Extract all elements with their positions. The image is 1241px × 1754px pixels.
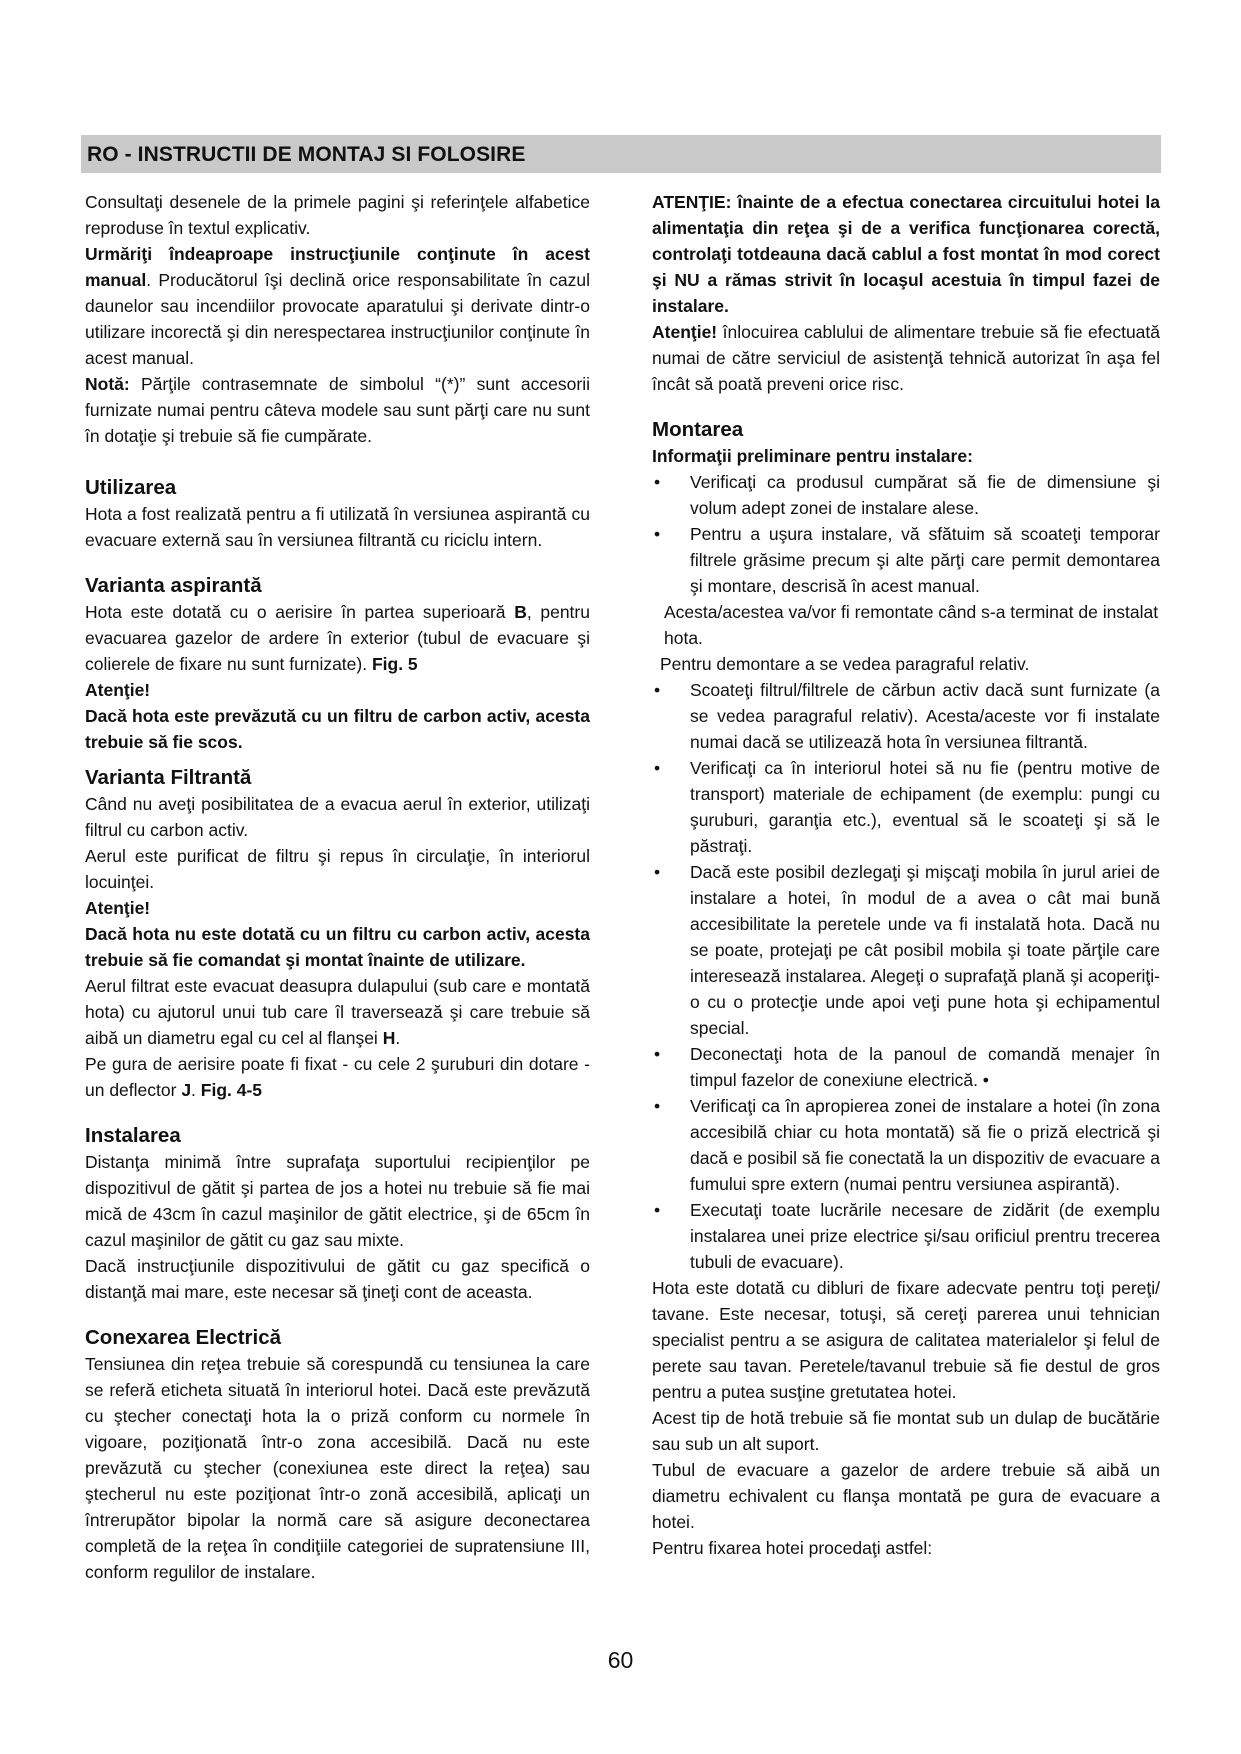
aspiranta-attention-label: Atenţie! bbox=[85, 680, 151, 700]
list-item: • Deconectaţi hota de la panoul de comandă menajer în timpul fazelor de conexiune electrică. • bbox=[652, 1041, 1160, 1093]
instalarea-text-2: Dacă instrucţiunile dispozitivului de gătit cu gaz specifică o distanţă mai mare, este necesar să ţineţi cont de aceasta. bbox=[85, 1256, 590, 1302]
list-item: • Dacă este posibil dezlegaţi şi mişcaţi mobila în jurul ariei de instalare a hotei, în modul de a avea o cât mai bună accesibilitate la peretele unde va fi instalată hota. Dacă nu se poate, protejaţi pe cât posibil mobila şi toate părţile care interesează instalarea. Alegeţi o suprafaţă plană şi acoperiţi-o cu o protecţie unde apoi veţi pune hota şi echipamentul special. bbox=[652, 859, 1160, 1041]
dismount-note: Pentru demontare a se vedea paragraful relativ. bbox=[660, 654, 1030, 674]
list-item: • Executaţi toate lucrările necesare de zidărit (de exemplu instalarea unei prize electrice şi/sau orificiul prentru trecerea tubuli de evacuare). bbox=[652, 1197, 1160, 1275]
cable-replacement-note: Atenţie! înlocuirea cablului de alimentare trebuie să fie efectuată numai de către serviciul de asistenţă tehnică autorizat în aşa fel încât să poată preveni orice risc. bbox=[652, 322, 1160, 394]
section-utilizarea-title: Utilizarea bbox=[85, 476, 177, 499]
filtranta-warning: Dacă hota nu este dotată cu un filtru cu carbon activ, acesta trebuie să fie comandat şi montat înainte de utilizare. bbox=[85, 924, 590, 970]
list-item: • Verificaţi ca produsul cumpărat să fie de dimensiune şi volum adept zonei de instalare alese. bbox=[652, 469, 1160, 521]
page-number: 60 bbox=[607, 1647, 634, 1673]
preliminary-bullet-list bbox=[652, 469, 1160, 599]
list-item: • Verificaţi ca în interiorul hotei să nu fie (pentru motive de transport) materiale de echipament (de exemplu: pungi cu şuruburi, garanţia etc.), eventual să le scoateţi şi să le păstraţi. bbox=[652, 755, 1160, 859]
list-item: • Pentru a uşura instalare, vă sfătuim să scoateţi temporar filtrele grăsime precum şi alte părţi care permit demontarea şi montare, descrisă în acest manual. bbox=[652, 521, 1160, 599]
preliminary-bullet-list-2 bbox=[652, 677, 1160, 1275]
mounting-text-1: Hota este dotată cu dibluri de fixare adecvate pentru toţi pereţi/ tavane. Este necesar, totuşi, să cereţi parerea unui tehnician specialist pentru a se asigura de calitatea materialelor şi felul de perete sau tavan. Peretele/tavanul trebuie să fie destul de gros pentru a putea susţine gretutatea hotei. bbox=[652, 1278, 1160, 1402]
filtranta-text-4: Pe gura de aerisire poate fi fixat - cu cele 2 şuruburi din dotare - un deflector J. Fig. 4-5 bbox=[85, 1054, 590, 1100]
note-paragraph: Notă: Părţile contrasemnate de simbolul “(*)” sunt accesorii furnizate numai pentru câteva modele sau sunt părţi care nu sunt în dotaţie şi trebuie să fie cumpărate. bbox=[85, 374, 590, 446]
section-aspiranta-title: Varianta aspirantă bbox=[85, 574, 262, 597]
filtranta-text-2: Aerul este purificat de filtru şi repus în circulaţie, în interiorul locuinţei. bbox=[85, 846, 590, 892]
list-item: • Scoateţi filtrul/filtrele de cărbun activ dacă sunt furnizate (a se vedea paragraful relativ). Acesta/aceste vor fi instalate numai dacă se utilizează hota în versiunea filtrantă. bbox=[652, 677, 1160, 755]
cable-warning: ATENŢIE: înainte de a efectua conectarea circuitului hotei la alimentaţia din reţea şi de a verifica funcţionarea corectă, controlaţi totdeauna dacă cablul a fost montat în mod corect şi NU a rămas strivit în locaşul acestuia în timpul fazei de instalare. bbox=[652, 192, 1160, 316]
right-column bbox=[652, 189, 1160, 1561]
preliminary-info-label: Informaţii preliminare pentru instalare: bbox=[652, 446, 973, 466]
section-instalarea-title: Instalarea bbox=[85, 1124, 181, 1147]
page-title: RO - INSTRUCTII DE MONTAJ SI FOLOSIRE bbox=[87, 143, 526, 166]
left-column bbox=[85, 189, 590, 1585]
list-item: • Verificaţi ca în apropierea zonei de instalare a hotei (în zona accesibilă chiar cu hota montată) să fie o priză electrică şi dacă e posibil să fie conectată la un dispozitiv de evacuare a fumului spre extern (numai pentru versiunea aspirantă). bbox=[652, 1093, 1160, 1197]
intro-paragraph: Consultaţi desenele de la primele pagini şi referinţele alfabetice reproduse în textul explicativ. bbox=[85, 192, 590, 238]
section-filtranta-title: Varianta Filtrantă bbox=[85, 766, 252, 789]
filtranta-text-1: Când nu aveţi posibilitatea de a evacua aerul în exterior, utilizaţi filtrul cu carbon activ. bbox=[85, 794, 590, 840]
remount-note: Acesta/acestea va/vor fi remontate când s-a terminat de instalat hota. bbox=[664, 602, 1159, 648]
filtranta-text-3: Aerul filtrat este evacuat deasupra dulapului (sub care e montată hota) cu ajutorul unui tub care îl traversează şi care trebuie să aibă un diametru egal cu cel al flanşei H. bbox=[85, 976, 590, 1048]
mounting-text-2: Acest tip de hotă trebuie să fie montat sub un dulap de bucătărie sau sub un alt suport. bbox=[652, 1408, 1160, 1454]
aspiranta-warning: Dacă hota este prevăzută cu un filtru de carbon activ, acesta trebuie să fie scos. bbox=[85, 706, 590, 752]
utilizarea-text: Hota a fost realizată pentru a fi utilizată în versiunea aspirantă cu evacuare externă sau în versiunea filtrantă cu riciclu intern. bbox=[85, 504, 590, 550]
mounting-text-4: Pentru fixarea hotei procedaţi astfel: bbox=[652, 1538, 933, 1558]
mounting-text-3: Tubul de evacuare a gazelor de ardere trebuie să aibă un diametru echivalent cu flanşa montată pe gura de evacuare a hotei. bbox=[652, 1460, 1160, 1532]
intro-paragraph-2: Urmăriţi îndeaproape instrucţiunile conţinute în acest manual. Producătorul îşi declină orice responsabilitate în cazul daunelor sau incendiilor provocate aparatului şi derivate dintr-o utilizare incorectă şi din nerespectarea instrucţiunilor conţinute în acest manual. bbox=[85, 244, 590, 368]
section-montarea-title: Montarea bbox=[652, 418, 744, 441]
filtranta-attention-label: Atenţie! bbox=[85, 898, 151, 918]
conexarea-text: Tensiunea din reţea trebuie să corespundă cu tensiunea la care se referă eticheta situată în interiorul hotei. Dacă este prevăzută cu ştecher conectaţi hota la o priză conform cu normele în vigoare, poziţionată într-o zona accesibilă. Dacă nu este prevăzută cu ştecher (conexiunea este direct la reţea) sau ştecherul nu este poziţionat într-o zonă accesibilă, aplicaţi un întrerupător bipolar la normă care să asigure deconectarea completă de la reţea în condiţiile categoriei de supratensiune III, conform regulilor de instalare. bbox=[85, 1354, 590, 1582]
section-conexarea-title: Conexarea Electrică bbox=[85, 1326, 282, 1349]
instalarea-text-1: Distanţa minimă între suprafaţa suportului recipienţilor pe dispozitivul de gătit şi partea de jos a hotei nu trebuie să fie mai mică de 43cm în cazul maşinilor de gătit electrice, şi de 65cm în cazul maşinilor de gătit cu gaz sau mixte. bbox=[85, 1152, 590, 1250]
aspiranta-text: Hota este dotată cu o aerisire în partea superioară B, pentru evacuarea gazelor de ardere în exterior (tubul de evacuare şi colierele de fixare nu sunt furnizate). Fig. 5 bbox=[85, 602, 590, 674]
